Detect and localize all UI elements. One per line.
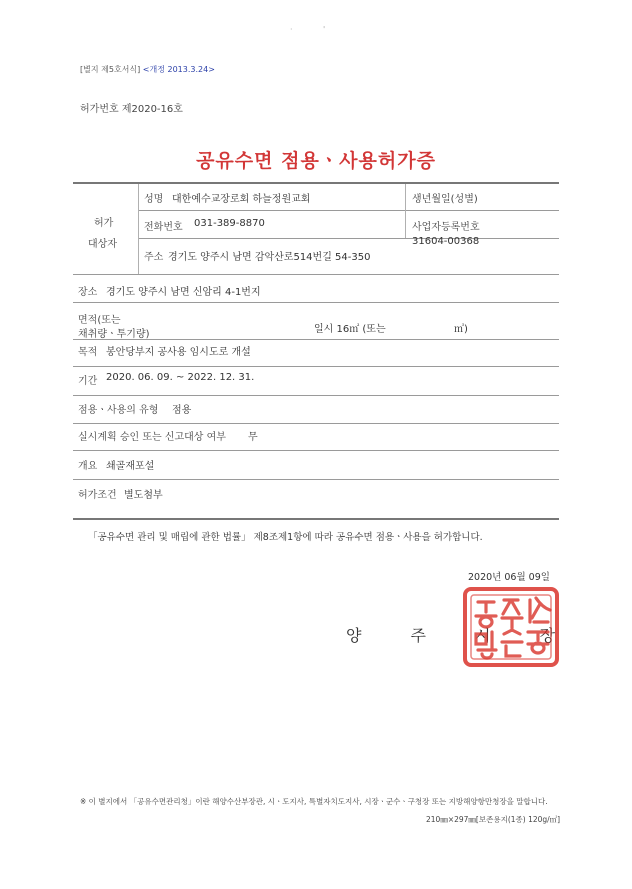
summary-label: 개요 <box>78 461 98 472</box>
issue-date: 2020년 06월 09일 <box>468 572 550 583</box>
phone-value: 031-389-8870 <box>194 218 265 229</box>
area-unit: ㎥) <box>454 324 468 335</box>
table-bottom-border <box>73 518 559 520</box>
type-label: 점용ㆍ사용의 유형 <box>78 405 159 416</box>
permit-statement: 「공유수면 관리 및 매립에 관한 법률」 제8조제1항에 따라 공유수면 점용ㆍ사용을 허가합니다. <box>88 532 483 543</box>
bizno-label: 사업자등록번호 <box>412 222 480 233</box>
location-label: 장소 <box>78 287 98 298</box>
plan-value: 무 <box>248 432 258 443</box>
subject-label-2: 대상자 <box>88 239 117 250</box>
address-value: 경기도 양주시 남면 감악산로514번길 54-350 <box>168 252 371 263</box>
address-label: 주소 <box>144 252 164 263</box>
document-title: 공유수면 점용ㆍ사용허가증 <box>196 150 436 172</box>
paper-spec: 210㎜×297㎜[보존용지(1종) 120g/㎡] <box>426 815 561 824</box>
table-line <box>73 479 559 480</box>
table-line <box>73 302 559 303</box>
subject-label-1: 허가 <box>94 218 114 229</box>
birth-label: 생년월일(성별) <box>412 194 478 205</box>
purpose-value: 봉안당부지 공사용 임시도로 개설 <box>106 347 251 358</box>
area-label-1: 면적(또는 <box>78 315 121 326</box>
name-label: 성명 <box>144 194 164 205</box>
footnote: ※ 이 별지에서 「공유수면관리청」이란 해양수산부장관, 시ㆍ도지사, 특별자치도지사, 시장ㆍ군수ㆍ구청장 또는 지방해양항만청장을 말합니다. <box>80 797 548 806</box>
phone-label: 전화번호 <box>144 222 183 233</box>
table-line <box>73 366 559 367</box>
table-vline <box>138 184 139 274</box>
form-number <box>80 64 215 75</box>
location-value: 경기도 양주시 남면 신암리 4-1번지 <box>106 287 261 298</box>
bizno-value: 31604-00368 <box>412 236 480 247</box>
purpose-label: 목적 <box>78 347 98 358</box>
table-line <box>73 395 559 396</box>
form-no-text: [별지 제5호서식] <box>80 65 141 74</box>
table-line <box>138 238 559 239</box>
plan-label: 실시계획 승인 또는 신고대상 여부 <box>78 432 226 443</box>
table-line <box>73 423 559 424</box>
table-top-border <box>73 182 559 184</box>
table-line <box>73 274 559 275</box>
summary-value: 쇄골재포설 <box>106 461 155 472</box>
permit-number: 허가번호 제2020-16호 <box>80 104 183 115</box>
official-seal <box>462 586 560 668</box>
issuer-name: 양 주 시 장 <box>346 626 578 645</box>
condition-value: 별도첨부 <box>124 490 163 501</box>
area-label-2: 채취량ㆍ투기량) <box>78 329 150 340</box>
condition-label: 허가조건 <box>78 490 117 501</box>
table-line <box>138 210 559 211</box>
table-vline <box>405 184 406 238</box>
name-value: 대한예수교장로회 하늘정원교회 <box>172 194 311 205</box>
period-value: 2020. 06. 09. ~ 2022. 12. 31. <box>106 372 255 383</box>
table-line <box>73 450 559 451</box>
period-label: 기간 <box>78 376 98 387</box>
area-value: 일시 16㎡ (또는 <box>314 324 386 335</box>
type-value: 점용 <box>172 405 192 416</box>
revision-text: <개정 2013.3.24> <box>142 65 215 74</box>
scan-marks: · ' <box>290 25 326 34</box>
